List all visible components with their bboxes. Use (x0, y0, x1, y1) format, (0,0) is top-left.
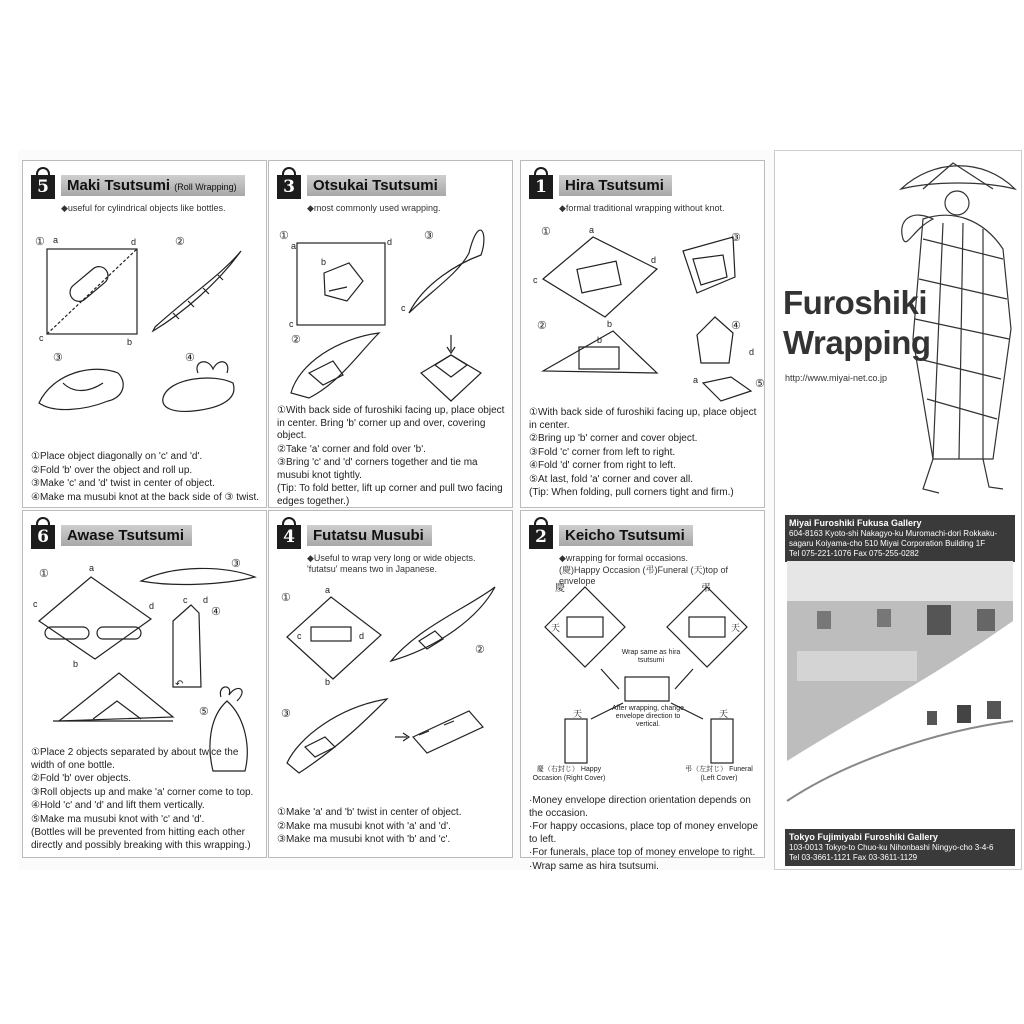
panel-subtitle: ◆formal traditional wrapping without knot. (559, 203, 725, 213)
svg-text:d: d (149, 601, 155, 611)
gallery-phone: Tel 03-3661-1121 Fax 03-3611-1129 (789, 853, 918, 862)
panel-title: Futatsu Musubi (307, 525, 432, 546)
svg-text:d: d (203, 595, 209, 605)
gallery-address: 604-8163 Kyoto-shi Nakagyo-ku Muromachi-dori Rokkaku-sagaru Koiyama-cho 510 Miyai Corporation Building 1F (789, 529, 998, 548)
maki-diagram (23, 223, 268, 448)
gallery-interior-image (787, 561, 1013, 819)
step-text: ①Place object diagonally on 'c' and 'd'. (31, 451, 203, 462)
svg-text:①: ① (279, 230, 289, 242)
step-text: ·For happy occasions, place top of money envelope to left. (529, 821, 759, 845)
futatsu-diagram (269, 587, 514, 777)
svg-text:d: d (387, 237, 393, 247)
svg-text:c: c (401, 303, 406, 313)
step-text: ①With back side of furoshiki facing up, place object in center. Bring 'b' corner up and over, covering object. (277, 405, 505, 441)
funeral-char-label: 弔 (701, 583, 711, 594)
svg-text:a: a (589, 225, 595, 235)
svg-text:b: b (127, 337, 133, 347)
step-text: ③Make 'c' and 'd' twist in center of object. (31, 478, 215, 489)
svg-text:b: b (325, 677, 331, 687)
panel-header (31, 521, 192, 549)
svg-text:c: c (297, 631, 302, 641)
svg-text:a: a (325, 585, 331, 595)
panel-header (277, 521, 432, 549)
gift-number-icon: 2 (529, 525, 553, 549)
step-text: ④Hold 'c' and 'd' and lift them vertically. (31, 800, 205, 811)
gallery-photo (787, 561, 1013, 819)
panel-instructions (277, 405, 509, 509)
otsukai-diagram (269, 223, 514, 403)
svg-text:a: a (89, 563, 95, 573)
panel-title: Hira Tsutsumi (559, 175, 672, 196)
svg-text:②: ② (291, 334, 301, 346)
step-text: ②Fold 'b' over the object and roll up. (31, 464, 193, 476)
step-text: ①Place 2 objects separated by about twice the width of one bottle. (31, 747, 239, 771)
panel-title: Otsukai Tsutsumi (307, 175, 446, 196)
gallery-address: 103-0013 Tokyo-to Chuo-ku Nihonbashi Ningyo-cho 3-4-6 (789, 843, 994, 852)
step-text: (Tip: To fold better, lift up corner and pull two facing edges together.) (277, 483, 503, 507)
svg-text:d: d (359, 631, 365, 641)
svg-text:c: c (33, 599, 38, 609)
step-text: ③Roll objects up and make 'a' corner come to top. (31, 786, 254, 798)
svg-text:③: ③ (231, 558, 241, 570)
panel-subtitle: ◆most commonly used wrapping. (307, 203, 441, 213)
svg-text:④: ④ (731, 320, 741, 332)
step-text: ②Make ma musubi knot with 'a' and 'd'. (277, 820, 451, 832)
step-text: ③Fold 'c' corner from left to right. (529, 446, 676, 458)
tokyo-gallery-info (785, 829, 1015, 866)
cover-panel (774, 150, 1022, 870)
gift-number-icon: 6 (31, 525, 55, 549)
svg-text:c: c (183, 595, 188, 605)
svg-text:↶: ↶ (175, 679, 184, 690)
step-text: ①Make 'a' and 'b' twist in center of object. (277, 807, 462, 818)
svg-text:b: b (597, 335, 603, 345)
svg-text:⑤: ⑤ (755, 378, 765, 390)
step-text: ③Bring 'c' and 'd' corners together and tie ma musubi knot tightly. (277, 457, 478, 481)
svg-text:①: ① (541, 226, 551, 238)
step-text: ·For funerals, place top of money envelope to right. (529, 847, 756, 858)
gift-number-icon: 1 (529, 175, 553, 199)
svg-text:c: c (289, 319, 294, 329)
svg-text:a: a (693, 375, 699, 385)
svg-text:a: a (53, 235, 59, 245)
step-text: ⑤At last, fold 'a' corner and cover all. (529, 473, 693, 485)
panel-header (31, 171, 245, 199)
cover-title-line: Furoshiki (783, 284, 928, 321)
svg-text:①: ① (281, 592, 291, 604)
svg-text:③: ③ (53, 352, 63, 364)
top-char-label: 天 (719, 709, 729, 719)
panel-legend: (慶)Happy Occasion (弔)Funeral (天)top of envelope (559, 565, 729, 586)
svg-text:②: ② (537, 320, 547, 332)
panel-hira-tsutsumi (520, 160, 765, 508)
svg-text:b: b (321, 257, 327, 267)
step-text: ③Make ma musubi knot with 'b' and 'c'. (277, 834, 451, 845)
panel-title: Keicho Tsutsumi (559, 525, 693, 546)
panel-keicho-tsutsumi (520, 510, 765, 872)
svg-text:④: ④ (185, 352, 195, 364)
funeral-cover-label: 弔（左封じ） Funeral (Left Cover) (685, 766, 753, 782)
step-text: ④Make ma musubi knot at the back side of ③ twist. (31, 491, 260, 503)
svg-text:c: c (39, 333, 44, 343)
svg-text:b: b (73, 659, 79, 669)
step-text: ②Fold 'b' over objects. (31, 773, 132, 784)
panel-header (277, 171, 446, 199)
panel-header (529, 171, 672, 199)
svg-text:③: ③ (281, 708, 291, 720)
step-text: ·Money envelope direction orientation depends on the occasion. (529, 795, 751, 819)
top-char-label: 天 (573, 709, 583, 719)
svg-text:c: c (533, 275, 538, 285)
panel-subtitle: ◆wrapping for formal occasions. (559, 553, 688, 563)
panel-subtitle: ◆useful for cylindrical objects like bottles. (61, 203, 226, 213)
svg-text:a: a (291, 241, 297, 251)
svg-text:②: ② (475, 644, 485, 656)
panel-title: Awase Tsutsumi (61, 525, 192, 546)
panel-futatsu-musubi (268, 510, 513, 858)
gift-number-icon: 4 (277, 525, 301, 549)
panel-instructions (31, 747, 263, 853)
svg-text:①: ① (35, 236, 45, 248)
step-text: (Tip: When folding, pull corners tight and firm.) (529, 487, 734, 498)
top-char-label: 天 (731, 623, 741, 633)
step-text: ·Wrap same as hira tsutsumi. (529, 860, 659, 872)
kyoto-gallery-info (785, 515, 1015, 562)
after-wrap-note: After wrapping, change envelope direction to vertical. (612, 705, 684, 728)
panel-maki-tsutsumi (22, 160, 267, 508)
wrap-same-note: Wrap same as hira tsutsumi (621, 649, 681, 664)
gallery-name: Tokyo Fujimiyabi Furoshiki Gallery (789, 832, 938, 842)
hira-diagram (521, 223, 766, 403)
step-text: ②Bring up 'b' corner and cover object. (529, 433, 698, 444)
svg-text:d: d (131, 237, 137, 247)
happy-char-label: 慶 (555, 583, 565, 594)
svg-text:d: d (651, 255, 657, 265)
top-char-label: 天 (551, 623, 561, 633)
svg-text:④: ④ (211, 606, 221, 618)
svg-text:⑤: ⑤ (199, 706, 209, 718)
website-link[interactable]: http://www.miyai-net.co.jp (785, 373, 888, 383)
gallery-phone: Tel 075-221-1076 Fax 075-255-0282 (789, 549, 919, 558)
panel-instructions (529, 407, 761, 501)
panel-instructions (31, 451, 263, 505)
step-text: ①With back side of furoshiki facing up, place object in center. (529, 407, 757, 431)
awase-diagram (23, 557, 268, 779)
svg-text:b: b (607, 319, 613, 329)
svg-text:③: ③ (424, 230, 434, 242)
cover-title (783, 283, 931, 363)
svg-text:②: ② (175, 236, 185, 248)
panel-instructions (277, 807, 509, 848)
step-text: ②Take 'a' corner and fold over 'b'. (277, 443, 426, 455)
cover-title-line: Wrapping (783, 324, 931, 361)
svg-text:①: ① (39, 568, 49, 580)
happy-cover-label: 慶（右封じ） Happy Occasion (Right Cover) (532, 766, 606, 782)
panel-header (529, 521, 693, 549)
gallery-name: Miyai Furoshiki Fukusa Gallery (789, 518, 922, 528)
svg-text:d: d (749, 347, 755, 357)
panel-subtitle: ◆Useful to wrap very long or wide objects. 'futatsu' means two in Japanese. (307, 553, 476, 574)
panel-instructions (529, 795, 761, 874)
panel-awase-tsutsumi (22, 510, 267, 858)
panel-title: Maki Tsutsumi (Roll Wrapping) (61, 175, 245, 196)
step-text: ⑤Make ma musubi knot with 'c' and 'd'. (31, 813, 205, 825)
step-text: (Bottles will be prevented from hitting each other directly and possibly breaking with this wrapping.) (31, 827, 251, 851)
step-text: ④Fold 'd' corner from right to left. (529, 460, 676, 471)
gift-number-icon: 3 (277, 175, 301, 199)
svg-text:③: ③ (731, 232, 741, 244)
panel-otsukai-tsutsumi (268, 160, 513, 508)
gift-number-icon: 5 (31, 175, 55, 199)
